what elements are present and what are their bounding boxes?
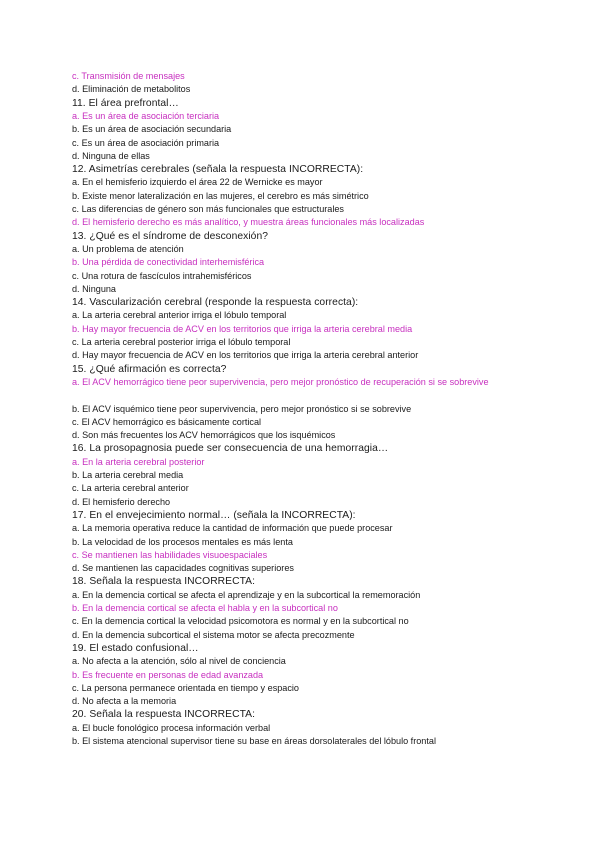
correct-answer-option: b. Hay mayor frecuencia de ACV en los territorios que irriga la arteria cerebral media	[72, 323, 413, 334]
answer-option: a. El bucle fonológico procesa información verbal	[72, 722, 271, 733]
correct-answer-option: b. Una pérdida de conectividad interhemisférica	[72, 257, 265, 268]
answer-option: c. La arteria cerebral anterior	[72, 483, 189, 494]
answer-option: d. Son más frecuentes los ACV hemorrágicos que los isquémicos	[72, 430, 336, 441]
answer-option: a. En la demencia cortical se afecta el aprendizaje y en la subcortical la rememoración	[72, 589, 421, 600]
answer-option: c. La persona permanece orientada en tiempo y espacio	[72, 682, 299, 693]
correct-answer-option: a. Es un área de asociación terciaria	[72, 110, 220, 121]
answer-option: d. El hemisferio derecho	[72, 496, 171, 507]
question-text: 17. En el envejecimiento normal… (señala la INCORRECTA):	[72, 509, 356, 521]
answer-option: a. La memoria operativa reduce la cantidad de información que puede procesar	[72, 523, 393, 534]
question-text: 13. ¿Qué es el síndrome de desconexión?	[72, 230, 268, 242]
question-text: 16. La prosopagnosia puede ser consecuencia de una hemorragia…	[72, 443, 389, 455]
answer-option: c. En la demencia cortical la velocidad psicomotora es normal y en la subcortical no	[72, 616, 409, 627]
answer-option: a. En el hemisferio izquierdo el área 22 de Wernicke es mayor	[72, 177, 323, 188]
answer-option: d. Hay mayor frecuencia de ACV en los territorios que irriga la arteria cerebral anterior	[72, 350, 419, 361]
answer-option: c. Es un área de asociación primaria	[72, 137, 220, 148]
correct-answer-option: a. El ACV hemorrágico tiene peor supervivencia, pero mejor pronóstico de recuperación si se sobrevive	[72, 376, 489, 387]
answer-option: a. Un problema de atención	[72, 243, 184, 254]
correct-answer-option: d. El hemisferio derecho es más analítico, y muestra áreas funcionales más localizadas	[72, 217, 425, 228]
answer-option: d. Ninguna	[72, 283, 116, 294]
correct-answer-option: c. Transmisión de mensajes	[72, 71, 185, 81]
question-text: 20. Señala la respuesta INCORRECTA:	[72, 709, 255, 721]
answer-option: d. Ninguna de ellas	[72, 150, 150, 161]
answer-option: d. No afecta a la memoria	[72, 696, 177, 707]
answer-option: b. El sistema atencional supervisor tiene su base en áreas dorsolaterales del lóbulo frontal	[72, 736, 436, 746]
answer-option: c. La arteria cerebral posterior irriga el lóbulo temporal	[72, 337, 291, 347]
answer-option: b. La velocidad de los procesos mentales es más lenta	[72, 536, 293, 547]
question-text: 12. Asimetrías cerebrales (señala la respuesta INCORRECTA):	[72, 164, 364, 176]
correct-answer-option: b. Es frecuente en personas de edad avanzada	[72, 669, 264, 680]
answer-option: b. Existe menor lateralización en las mujeres, el cerebro es más simétrico	[72, 190, 369, 201]
correct-answer-option: b. En la demencia cortical se afecta el habla y en la subcortical no	[72, 603, 338, 613]
answer-option: d. En la demencia subcortical el sistema motor se afecta precozmente	[72, 629, 355, 640]
question-text: 15. ¿Qué afirmación es correcta?	[72, 363, 227, 375]
correct-answer-option: c. Se mantienen las habilidades visuoespaciales	[72, 549, 268, 560]
question-text: 19. El estado confusional…	[72, 642, 199, 654]
answer-option: b. Es un área de asociación secundaria	[72, 124, 232, 135]
answer-option: a. La arteria cerebral anterior irriga el lóbulo temporal	[72, 310, 287, 321]
answer-option: c. Una rotura de fascículos intrahemisféricos	[72, 270, 252, 281]
answer-option: d. Eliminación de metabolitos	[72, 84, 191, 95]
question-text: 11. El área prefrontal…	[72, 97, 179, 109]
correct-answer-option: a. En la arteria cerebral posterior	[72, 456, 205, 467]
answer-option: c. El ACV hemorrágico es básicamente cortical	[72, 416, 262, 427]
answer-option: a. No afecta a la atención, sólo al nivel de conciencia	[72, 656, 286, 667]
question-text: 18. Señala la respuesta INCORRECTA:	[72, 576, 255, 588]
answer-option: b. El ACV isquémico tiene peor supervivencia, pero mejor pronóstico si se sobrevive	[72, 403, 412, 414]
question-text: 14. Vascularización cerebral (responde la respuesta correcta):	[72, 297, 359, 309]
answer-option: d. Se mantienen las capacidades cognitivas superiores	[72, 563, 294, 574]
answer-option: b. La arteria cerebral media	[72, 470, 184, 480]
answer-option: c. Las diferencias de género son más funcionales que estructurales	[72, 204, 344, 214]
